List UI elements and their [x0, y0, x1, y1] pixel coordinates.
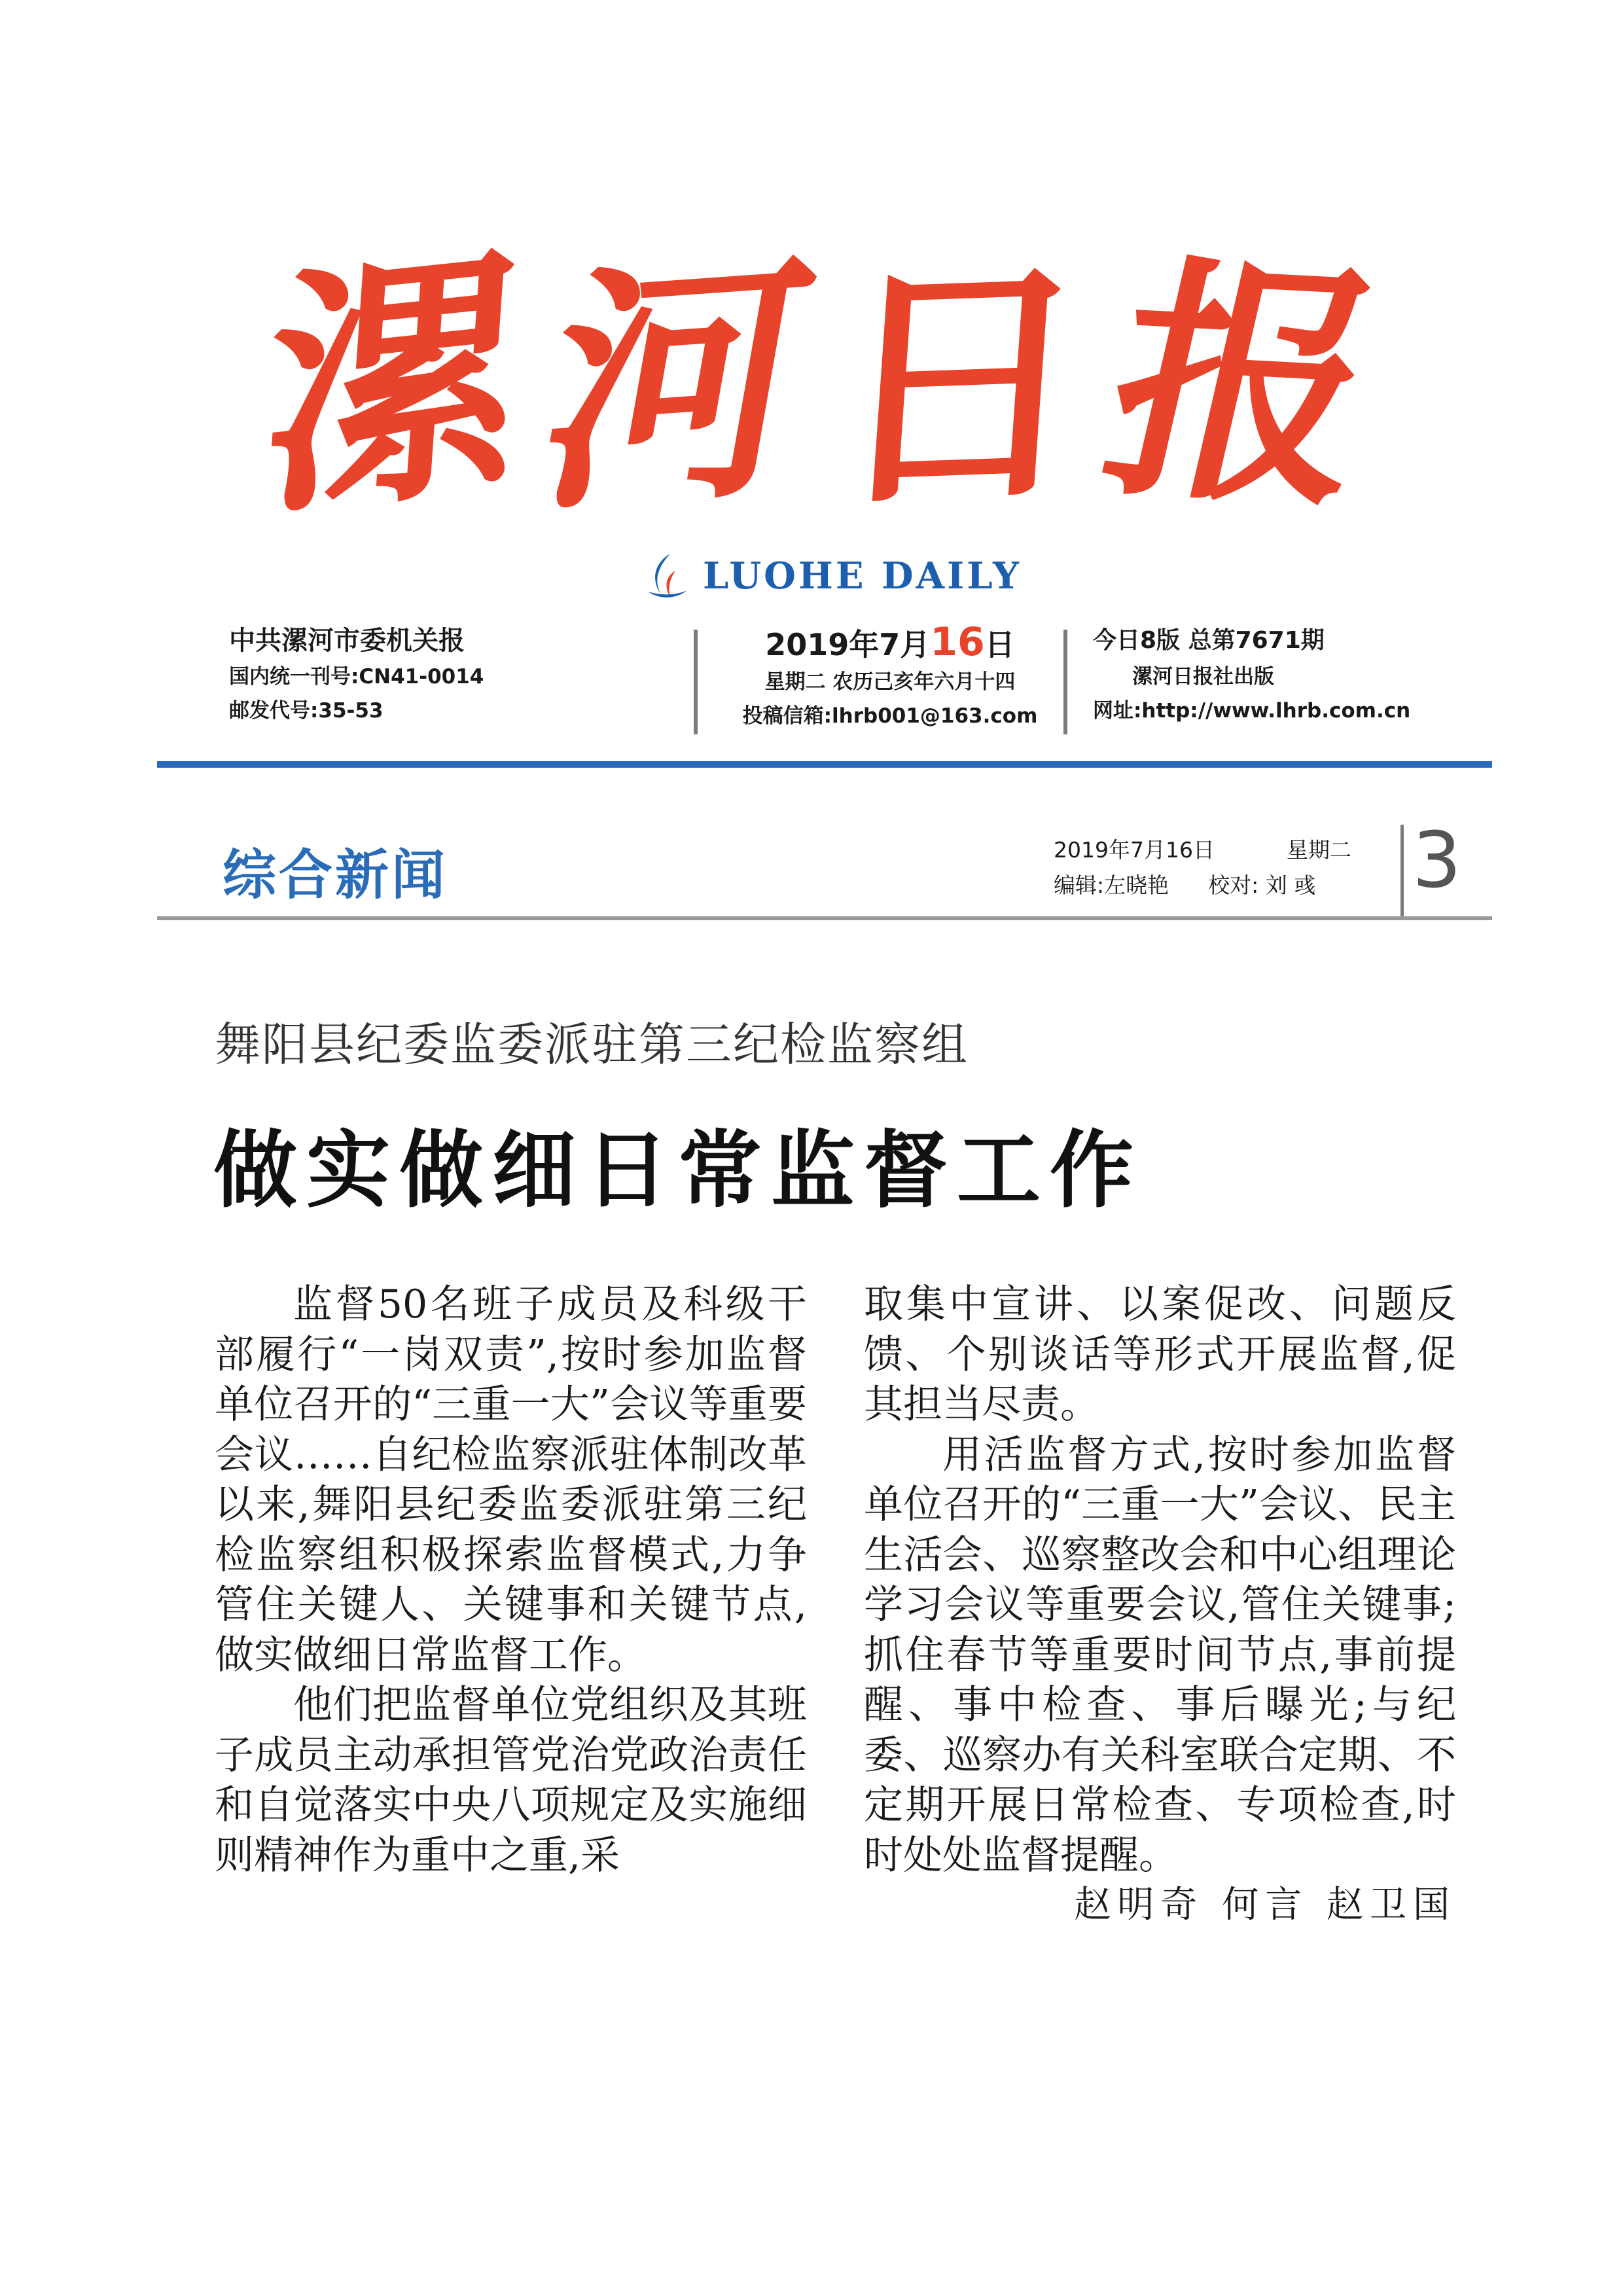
paragraph: 取集中宣讲、以案促改、问题反馈、个别谈话等形式开展监督,促其担当尽责。 — [864, 1282, 1456, 1427]
title-char: 漯 — [255, 221, 531, 552]
info-right — [1093, 622, 1492, 740]
issue-date — [707, 619, 1073, 665]
website: 网址:http://www.lhrb.com.cn — [1093, 699, 1411, 723]
info-mid — [707, 619, 1073, 740]
byline: 赵明奇 何言 赵卫国 — [1074, 1884, 1456, 1926]
paragraph: 用活监督方式,按时参加监督单位召开的“三重一大”会议、民主生活会、巡察整改会和中心组理论学习会议等重要会议,管住关键事;抓住春节等重要时间节点,事前提醒、事中检查、事后曝光;与纪委、巡察办有关科室联合定期、不定期开展日常检查、专项检查,时时处处监督提醒。 — [864, 1431, 1456, 1878]
paragraph: 他们把监督单位党组织及其班子成员主动承担管党治党政治责任和自觉落实中央八项规定及实施细则精神作为重中之重,采 — [215, 1682, 807, 1878]
section-weekday: 星期二 — [1286, 837, 1351, 863]
organ-label: 中共漯河市委机关报 — [229, 626, 465, 656]
newspaper-title — [255, 221, 1406, 552]
page-number: 3 — [1412, 815, 1462, 905]
section-meta — [1054, 833, 1351, 903]
date-day: 16 — [930, 619, 985, 665]
divider — [1400, 825, 1404, 920]
weekday-lunar: 星期二 农历己亥年六月十四 — [764, 670, 1016, 694]
date-prefix: 2019年7月 — [765, 627, 931, 662]
title-char: 日 — [821, 231, 1098, 541]
divider — [694, 630, 698, 734]
article-column-right — [864, 1280, 1456, 1931]
submission-email: 投稿信箱:lhrb001@163.com — [742, 704, 1038, 728]
english-brand — [641, 550, 1022, 602]
info-left — [229, 622, 700, 740]
english-name: LUOHE DAILY — [703, 554, 1022, 598]
article-headline: 做实做细日常监督工作 — [213, 1121, 1143, 1219]
issn-label: 国内统一刊号:CN41-0014 — [229, 665, 484, 689]
page-count: 今日8版 总第7671期 — [1093, 627, 1325, 654]
section-title: 综合新闻 — [223, 844, 448, 906]
article-column-left — [215, 1280, 807, 1880]
paragraph: 监督50名班子成员及科级干部履行“一岗双责”,按时参加监督单位召开的“三重一大”会议等重要会议……自纪检监察派驻体制改革以来,舞阳县纪委监委派驻第三纪检监察组积极探索监督模式,力争管住关键人、关键事和关键节点,做实做细日常监督工作。 — [215, 1282, 807, 1678]
masthead-info — [157, 619, 1492, 740]
section-editor: 编辑:左晓艳 — [1054, 872, 1169, 898]
section-date: 2019年7月16日 — [1054, 837, 1215, 863]
luohe-daily-logo-icon — [641, 551, 691, 601]
title-char: 报 — [1081, 231, 1406, 541]
masthead-rule — [157, 761, 1492, 768]
section-rule — [157, 916, 1492, 920]
date-suffix: 日 — [984, 627, 1015, 662]
postal-code-label: 邮发代号:35-53 — [229, 699, 383, 723]
article-kicker: 舞阳县纪委监委派驻第三纪检监察组 — [215, 1018, 969, 1071]
title-char: 河 — [522, 224, 830, 548]
section-header — [157, 815, 1492, 923]
publisher: 漯河日报社出版 — [1132, 665, 1274, 689]
divider — [1063, 630, 1067, 734]
section-proofreader: 校对: 刘 彧 — [1208, 872, 1316, 898]
masthead — [255, 221, 1406, 598]
